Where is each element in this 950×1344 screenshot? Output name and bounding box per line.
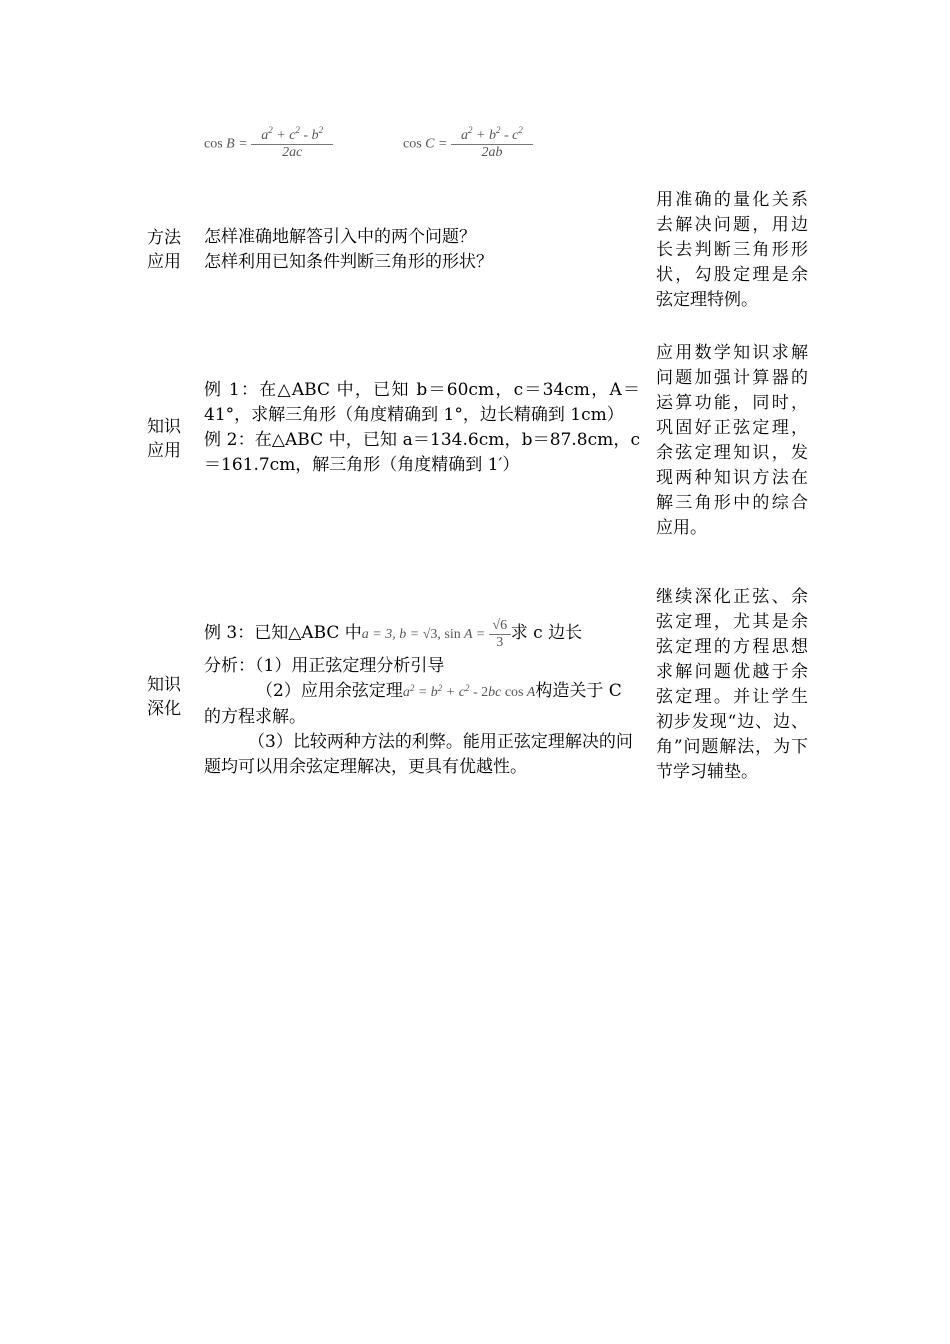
analysis-title: 分析：（1）用正弦定理分析引导 [204,656,445,676]
analysis-step-2 [204,679,640,730]
row-note-knowledge-deepening: 继续深化正弦、余弦定理，尤其是余弦定理的方程思想求解问题优越于余弦定理。并让学生初步发现“边、边、角”问题解法，为下节学习辅垫。 [656,587,808,782]
analysis-step-2-suffix: 构造关于 C 的方程求解。 [204,681,622,727]
row-content-knowledge-application [204,378,640,478]
row-label-method-application: 方法 应用 [147,228,181,272]
example-3 [204,612,640,654]
row-label-knowledge-application: 知识 应用 [147,417,181,461]
row-note-method-application: 用准确的量化关系去解决问题，用边长去判断三角形形状，勾股定理是余弦定理特例。 [656,190,808,310]
row-content-knowledge-deepening [204,612,640,780]
cosine-law-formula: $a^2 = b^2 + c^2 - 2bc$ cos A [402,683,536,700]
analysis-step-2-prefix: （2）应用余弦定理 [256,681,403,701]
question-2: 怎样利用已知条件判断三角形的形状？ [204,252,493,272]
formula-cosB: cos B = $\frac{a^2 + c^2 - b^2}{2ac}$ [204,128,333,161]
row-content-method-application [204,225,644,275]
analysis-step-3: （3）比较两种方法的利弊。能用正弦定理解决的问题均可以用余弦定理解决，更具有优越性。 [204,732,633,777]
example-3-prefix: 例 3：已知△ABC 中 [204,623,362,643]
formula-cosC: cos C = $\frac{a^2 + b^2 - c^2}{2ab}$ [403,128,533,161]
example-2: 例 2：在△ABC 中，已知 a＝134.6cm，b＝87.8cm，c＝161.7cm，解三角形（角度精确到 1′） [204,430,640,475]
example-1: 例 1：在△ABC 中，已知 b＝60cm，c＝34cm，A＝41°，求解三角形（角度精确到 1°，边长精确到 1cm） [204,380,640,425]
example-3-suffix: 求 c 边长 [510,623,583,643]
row-label-knowledge-deepening: 知识 深化 [147,675,181,719]
question-1: 怎样准确地解答引入中的两个问题？ [204,227,476,247]
example-3-condition: a = 3, b = √3, sin A = $\frac{√6}{3}$ [362,627,511,642]
row-note-knowledge-application: 应用数学知识求解问题加强计算器的运算功能，同时，巩固好正弦定理，余弦定理知识，发现两种知识方法在解三角形中的综合应用。 [656,343,808,538]
